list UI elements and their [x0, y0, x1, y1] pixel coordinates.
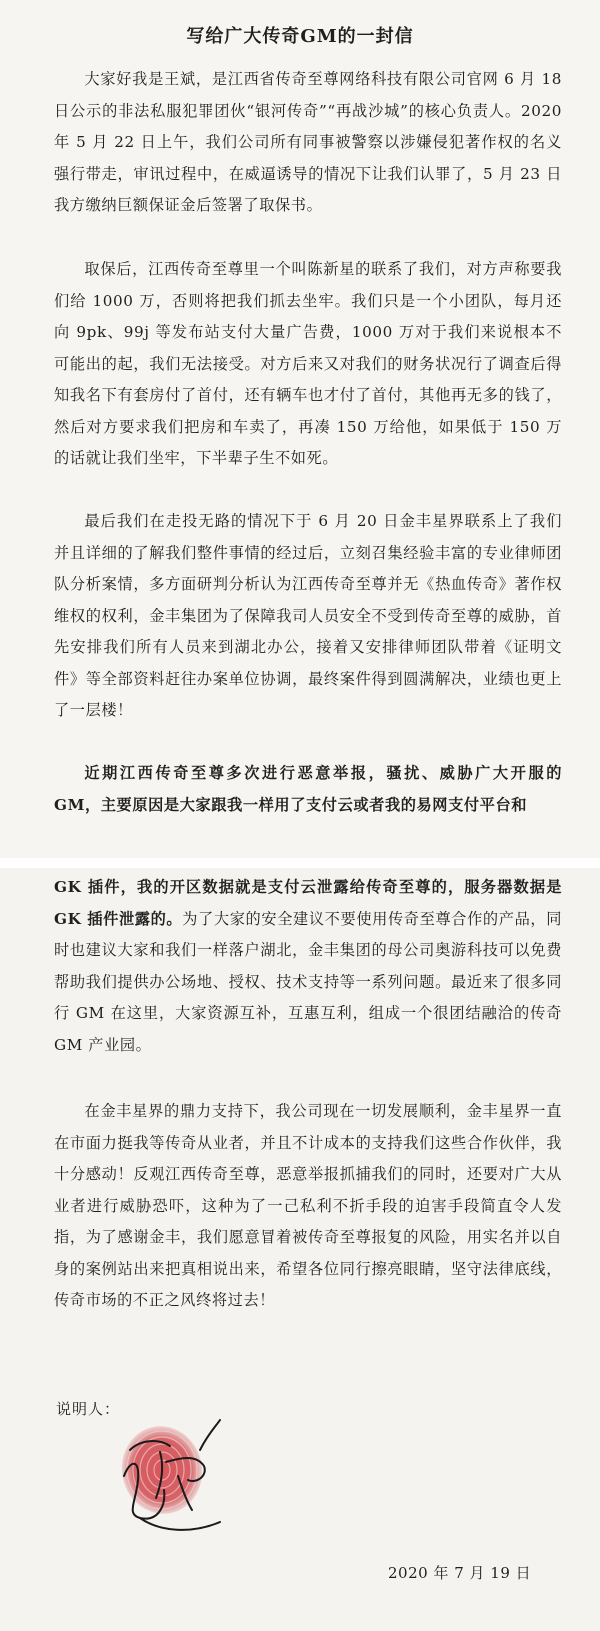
paragraph-1: 大家好我是王斌，是江西省传奇至尊网络科技有限公司官网 6 月 18 日公示的非法私服犯罪团伙“银河传奇”“再战沙城”的核心负责人。2020 年 5 月 22 日上午，我们公司所有同事被警察以涉嫌侵犯著作权的名义强行带走，审讯过程中，在威逼诱导的情况下让我们认罪了，5 月 23 日我方缴纳巨额保证金后签署了取保书。	[54, 70, 562, 214]
paragraph-4: 近期江西传奇至尊多次进行恶意举报，骚扰、威胁广大开服的 GM，主要原因是大家跟我一样用了支付云或者我的易网支付平台和	[54, 764, 562, 814]
letter-date: 2020 年 7 月 19 日	[388, 1564, 532, 1582]
paragraph-5-rest: 为了大家的安全建议不要使用传奇至尊合作的产品，同时也建议大家和我们一样落户湖北，金丰集团的母公司奥游科技可以免费帮助我们提供办公场地、授权、技术支持等一系列问题。最近来了很多同行 GM 在这里，大家资源互补，互惠互利，组成一个很团结融洽的传奇 GM 产业园。	[54, 909, 563, 1054]
signature-with-fingerprint	[100, 1410, 250, 1550]
paragraph-6: 在金丰星界的鼎力支持下，我公司现在一切发展顺利，金丰星界一直在市面力挺我等传奇从业者，并且不计成本的支持我们这些合作伙伴，我十分感动！反观江西传奇至尊，恶意举报抓捕我们的同时，还要对广大从业者进行威胁恐吓，这种为了一己私利不折手段的迫害手段简直令人发指，为了感谢金丰，我们愿意冒着被传奇至尊报复的风险，用实名并以自身的案例站出来把真相说出来，希望各位同行擦亮眼睛，坚守法律底线，传奇市场的不正之风终将过去！	[54, 1102, 562, 1309]
paragraph-5-bold: GK 插件，我的开区数据就是支付云泄露给传奇至尊的，服务器数据是 GK 插件泄露的。	[54, 878, 562, 928]
paragraph-5	[54, 872, 562, 1061]
fingerprint-icon	[100, 1410, 250, 1550]
letter-title: 写给广大传奇GM的一封信	[186, 26, 414, 47]
signer-label: 说明人：	[56, 1400, 121, 1418]
paragraph-3: 最后我们在走投无路的情况下于 6 月 20 日金丰星界联系上了我们并且详细的了解我们整件事情的经过后，立刻召集经验丰富的专业律师团队分析案情，多方面研判分析认为江西传奇至尊并无《热血传奇》著作权维权的权利，金丰集团为了保障我司人员安全不受到传奇至尊的威胁，首先安排我们所有人员来到湖北办公，接着又安排律师团队带着《证明文件》等全部资料赶往办案单位协调，最终案件得到圆满解决，业绩也更上了一层楼！	[54, 512, 562, 719]
paragraph-2: 取保后，江西传奇至尊里一个叫陈新星的联系了我们，对方声称要我们给 1000 万，否则将把我们抓去坐牢。我们只是一个小团队，每月还向 9pk、99j 等发布站支付大量广告费，1000 万对于我们来说根本不可能出的起，我们无法接受。对方后来又对我们的财务状况行了调查后得知我名下有套房付了首付，还有辆车也才付了首付，其他再无多的钱了，然后对方要求我们把房和车卖了，再凑 150 万给他，如果低于 150 万的话就让我们坐牢，下半辈子生不如死。	[54, 260, 562, 467]
page-gap	[0, 858, 600, 868]
